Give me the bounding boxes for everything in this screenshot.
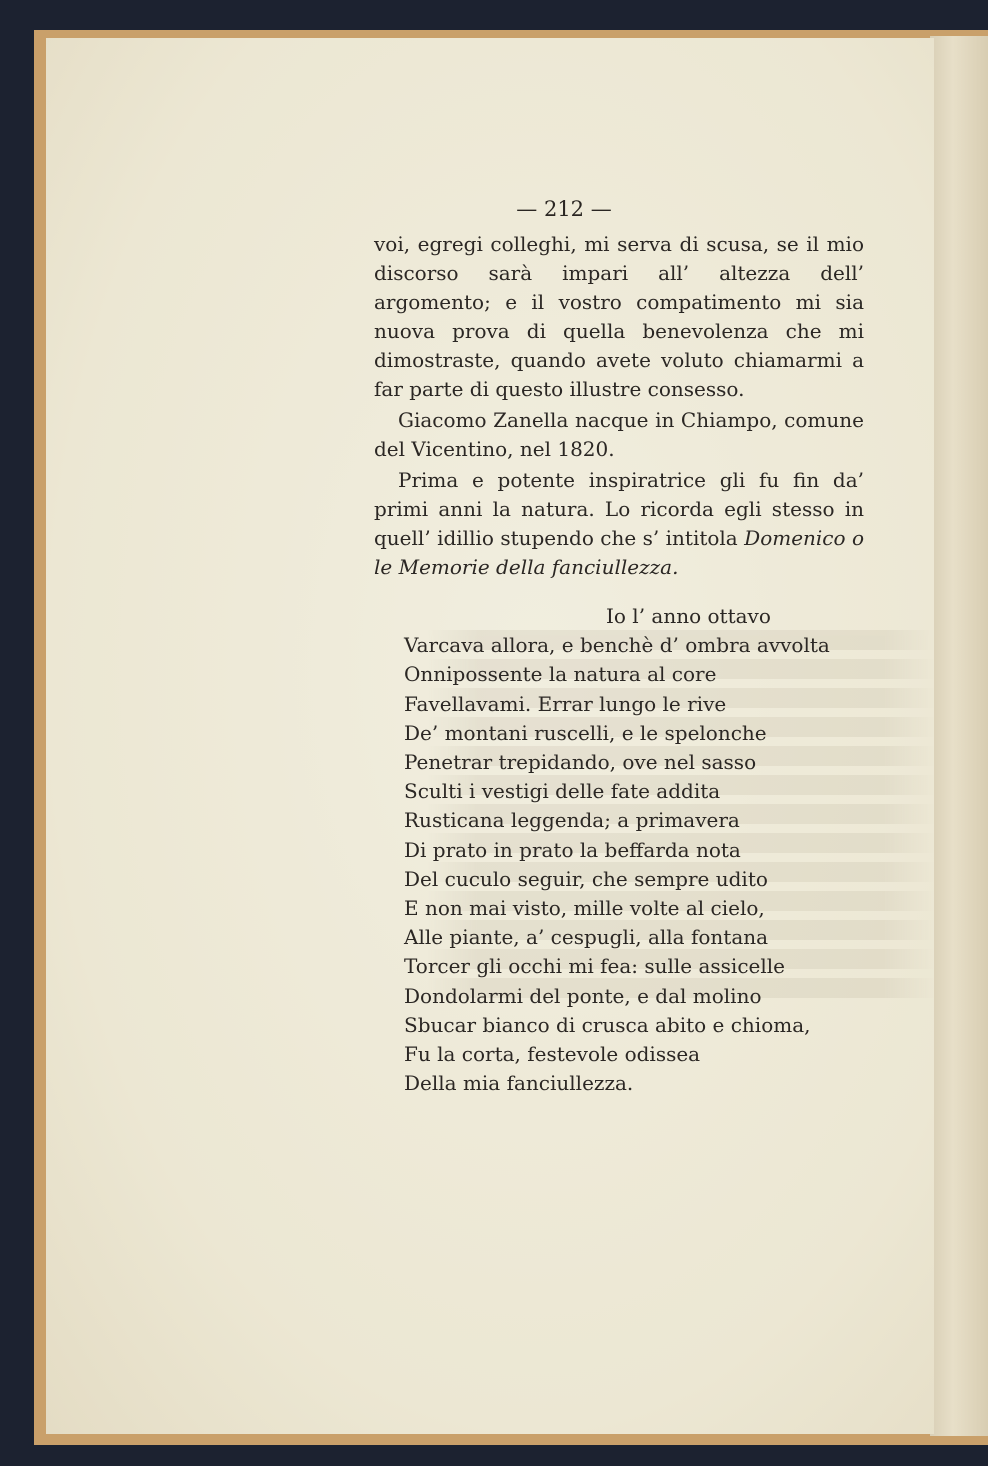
verse-line: De’ montani ruscelli, e le spelonche: [404, 720, 767, 745]
verse-line: Fu la corta, festevole odissea: [404, 1042, 701, 1067]
paragraph-3-text: Prima e potente inspiratrice gli fu fin da’ primi anni la natura. Lo ricorda egli stesso in quell’ idillio stupendo che s’ intitola: [374, 468, 864, 550]
verse-line: Sbucar bianco di crusca abito e chioma,: [404, 1012, 811, 1037]
facing-page-edge: [930, 36, 988, 1436]
verse-line: Della mia fanciullezza.: [404, 1071, 634, 1096]
verse-line: Io l’ anno ottavo: [606, 604, 771, 628]
work-title: Domenico o le Memorie della fanciullezza.: [374, 526, 865, 579]
verse-line: Favellavami. Errar lungo le rive: [404, 691, 727, 716]
page-number: — 212 —: [516, 197, 612, 221]
verse-line: Penetrar trepidando, ove nel sasso: [404, 750, 757, 775]
verse-quotation: [404, 602, 844, 1098]
verse-line: Di prato in prato la beffarda nota: [404, 837, 741, 862]
paragraph-1: voi, egregi colleghi, mi serva di scusa, se il mio discorso sarà impari all’ altezza dell’ argomento; e il vostro compatimento mi sia nuova prova di quella benevolenza che mi dimostraste, quando avete voluto chiamarmi a far parte di questo illustre consesso.: [374, 232, 864, 401]
verse-line: Sculti i vestigi delle fate addita: [404, 779, 721, 804]
verse-line: Torcer gli occhi mi fea: sulle assicelle: [404, 954, 785, 979]
verse-line: Varcava allora, e benchè d’ ombra avvolta: [404, 633, 830, 658]
paragraph-3: [374, 466, 864, 582]
verse-line: E non mai visto, mille volte al cielo,: [404, 896, 765, 921]
verse-line: Dondolarmi del ponte, e dal molino: [404, 983, 762, 1008]
verse-line: Del cuculo seguir, che sempre udito: [404, 866, 768, 891]
verse-line: Rusticana leggenda; a primavera: [404, 808, 740, 833]
prose-block: [374, 230, 864, 582]
verse-line: Onnipossente la natura al core: [404, 662, 717, 687]
verse-line: Alle piante, a’ cespugli, alla fontana: [404, 925, 769, 950]
paragraph-2: Giacomo Zanella nacque in Chiampo, comune del Vicentino, nel 1820.: [374, 408, 864, 461]
